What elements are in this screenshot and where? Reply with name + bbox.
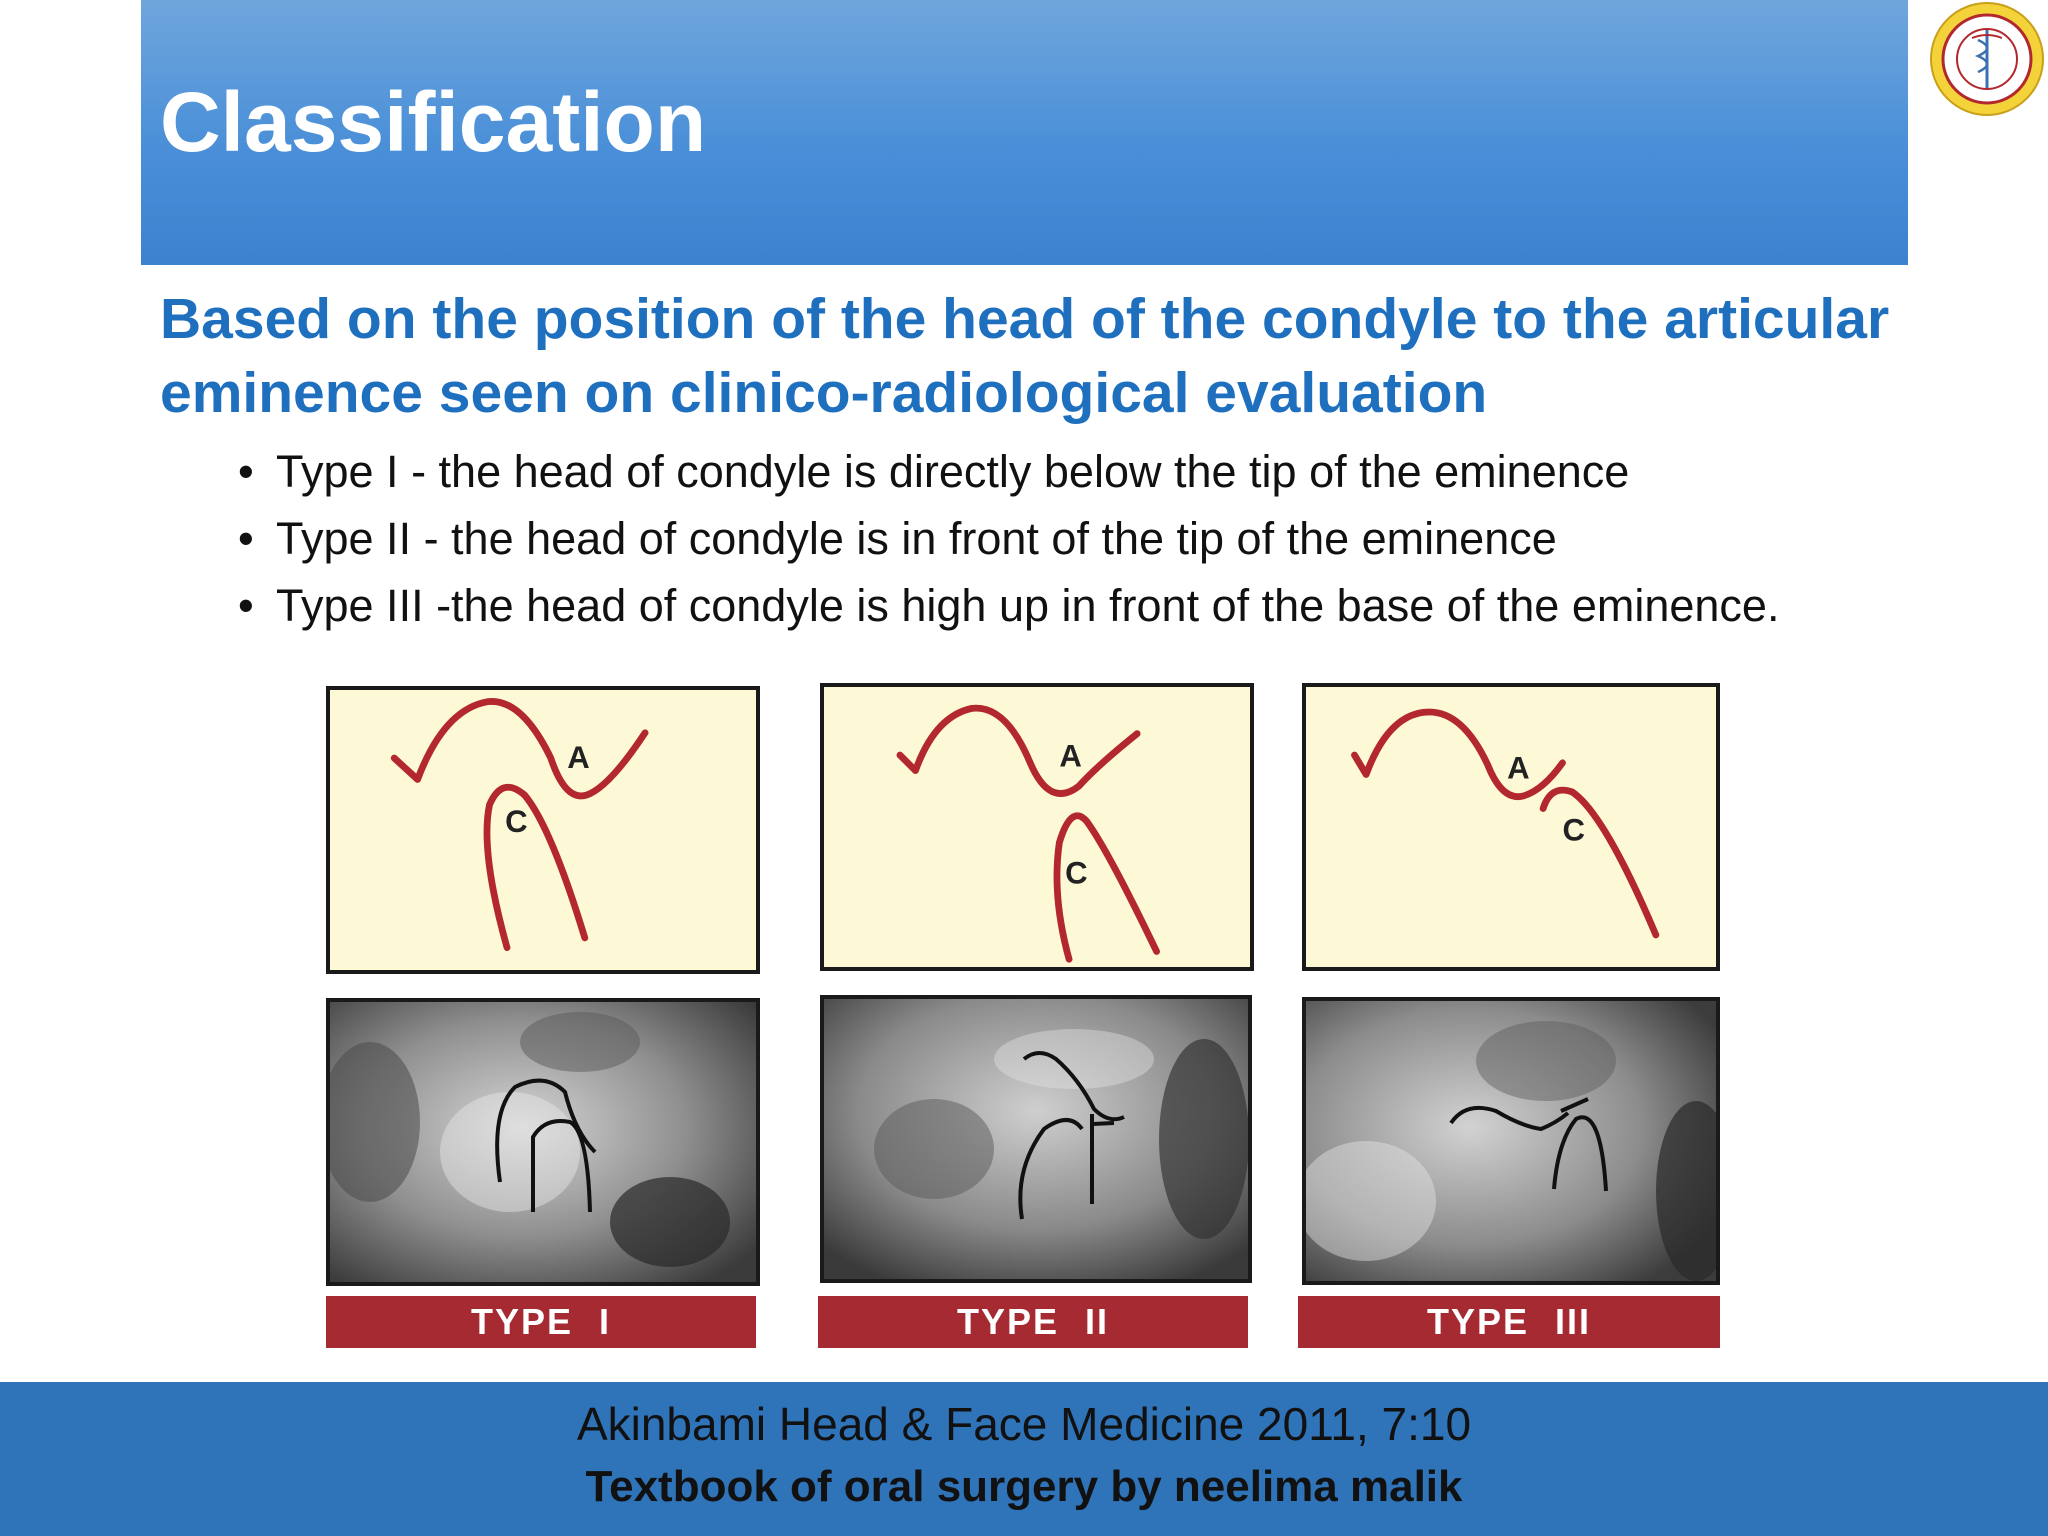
- eminence-curve: [394, 701, 645, 795]
- type-label-1: TYPE I: [326, 1296, 756, 1348]
- condyle-curve: [1543, 790, 1656, 935]
- footer-citation: Akinbami Head & Face Medicine 2011, 7:10: [576, 1398, 1472, 1450]
- condyle-marker: C: [1065, 855, 1088, 891]
- bullet-item-type-3: • Type III -the head of condyle is high up in front of the base of the eminence.: [238, 572, 1779, 639]
- diagram-type-3: [1302, 683, 1720, 971]
- slide-title: Classification: [160, 75, 707, 169]
- condyle-marker: C: [505, 803, 528, 839]
- institution-seal-icon: [1928, 0, 2046, 118]
- xray-type-1: [326, 998, 760, 1286]
- type-label-2: TYPE II: [818, 1296, 1248, 1348]
- slide-subtitle: Based on the position of the head of the condyle to the articular eminence seen on clinico-radiological evaluation: [160, 287, 1890, 425]
- eminence-marker: A: [1059, 738, 1082, 774]
- bullet-list: [238, 438, 1779, 639]
- diagram-type-1: [326, 686, 760, 974]
- condyle-marker: C: [1562, 812, 1585, 848]
- footer-source: Textbook of oral surgery by neelima malik: [585, 1462, 1463, 1511]
- eminence-curve: [900, 708, 1137, 793]
- type-label-3: TYPE III: [1298, 1296, 1720, 1348]
- diagram-type-2: [820, 683, 1254, 971]
- eminence-curve: [1354, 712, 1562, 797]
- bullet-item-type-2: • Type II - the head of condyle is in front of the tip of the eminence: [238, 505, 1779, 572]
- eminence-marker: A: [567, 739, 590, 775]
- bullet-item-type-1: • Type I - the head of condyle is directly below the tip of the eminence: [238, 438, 1779, 505]
- eminence-marker: A: [1507, 750, 1530, 786]
- xray-type-3: [1302, 997, 1720, 1285]
- condyle-curve: [487, 787, 585, 947]
- xray-type-2: [820, 995, 1252, 1283]
